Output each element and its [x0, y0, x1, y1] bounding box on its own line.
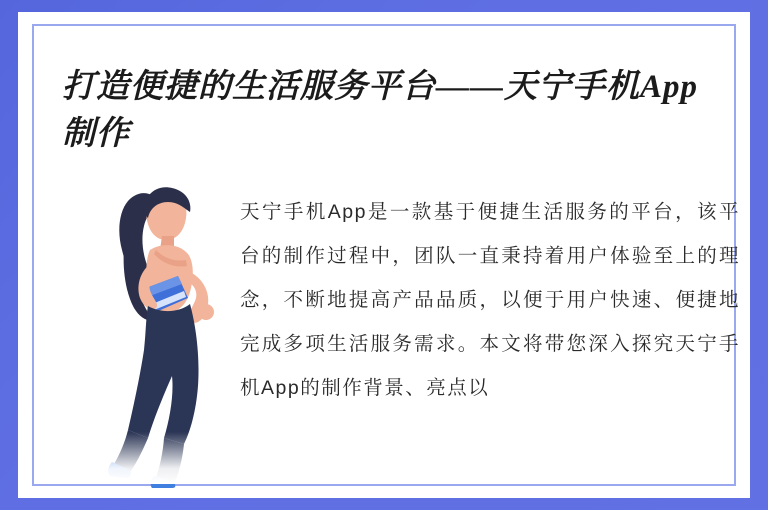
- article-card: [18, 12, 750, 498]
- article-body: 天宁手机App是一款基于便捷生活服务的平台，该平台的制作过程中，团队一直秉持着用户体验至上的理念，不断地提高产品品质，以便于用户快速、便捷地完成多项生活服务需求。本文将带您深入探究天宁手机App的制作背景、亮点以: [240, 201, 740, 399]
- woman-walking-with-book-icon: [94, 180, 234, 490]
- page-title: 打造便捷的生活服务平台——天宁手机App制作: [62, 69, 699, 152]
